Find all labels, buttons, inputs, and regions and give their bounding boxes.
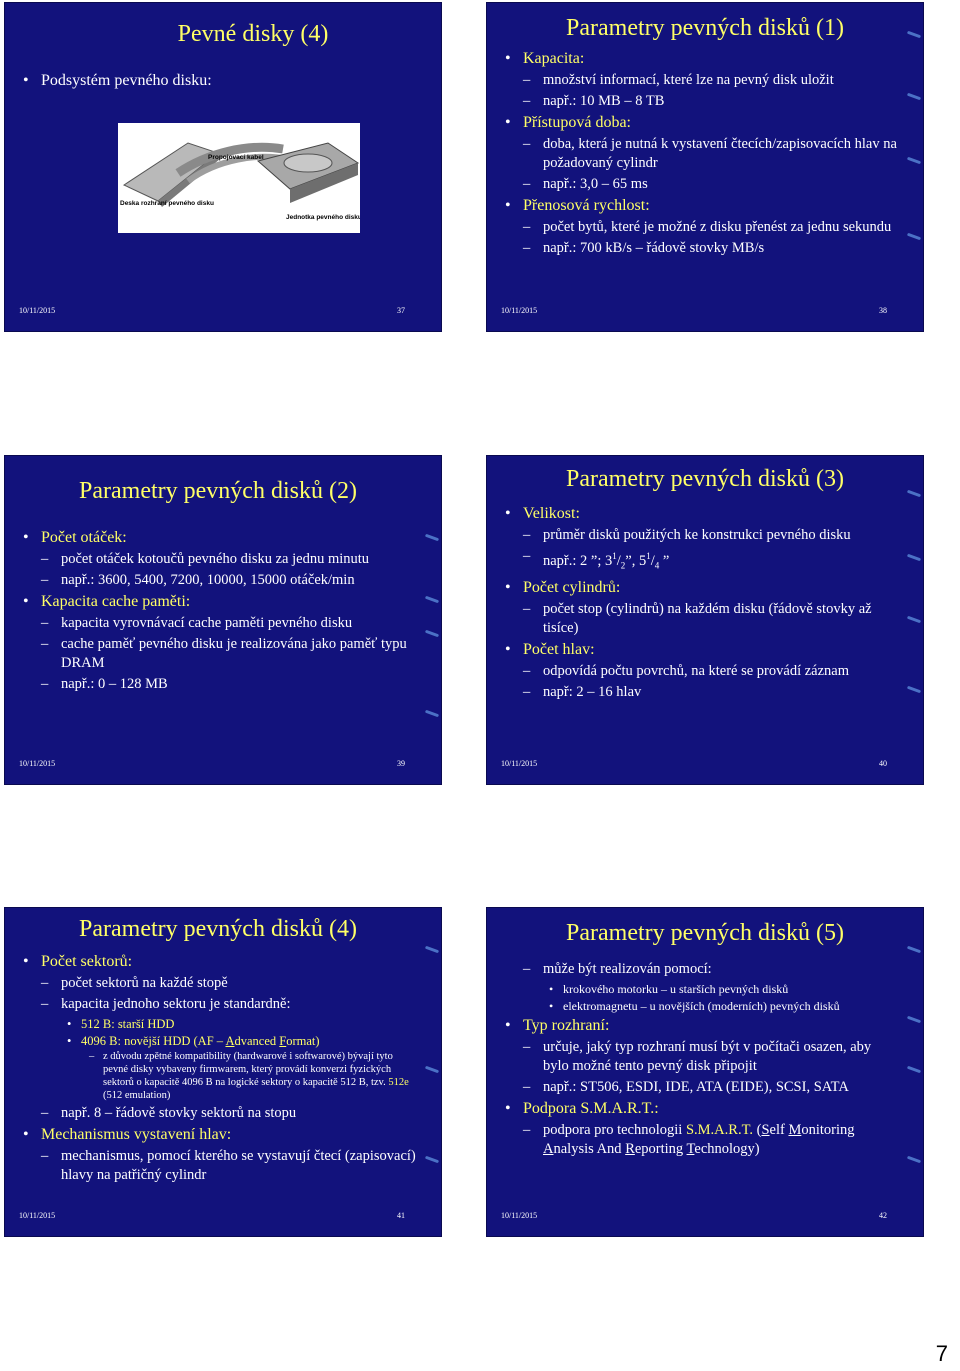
decoration <box>907 686 921 694</box>
sub-bullet: – počet stop (cylindrů) na každém disku (řádově stovky až tisíce) <box>523 600 872 636</box>
slide-date: 10/11/2015 <box>501 1211 538 1220</box>
sub-sub-bullet: • 512 B: starší HDD <box>67 1017 175 1031</box>
bullet: • Přenosová rychlost: <box>505 197 650 214</box>
bullet: • Počet hlav: <box>505 640 595 658</box>
sub-bullet: – počet sektorů na každé stopě <box>41 975 228 991</box>
sub-bullet: – např.: 3,0 – 65 ms <box>523 176 648 192</box>
sub-sub-bullet: • elektromagnetu – u novějších (moderních) pevných disků <box>549 999 840 1013</box>
sub-bullet: – např.: 10 MB – 8 TB <box>523 93 665 109</box>
bullet: • Mechanismus vystavení hlav: <box>23 1126 232 1143</box>
sub-bullet: – může být realizován pomocí: <box>523 961 712 977</box>
decoration <box>425 1066 439 1074</box>
bullet: • Kapacita cache paměti: <box>23 593 191 610</box>
slide-date: 10/11/2015 <box>501 759 538 768</box>
slide-38 <box>487 3 923 331</box>
decoration <box>907 1016 921 1024</box>
decoration <box>425 710 439 718</box>
decoration <box>907 616 921 624</box>
sub-bullet: – kapacita jednoho sektoru je standardně: <box>41 996 291 1012</box>
bullet: • Počet sektorů: <box>23 953 133 970</box>
hard-disk-illustration <box>118 123 360 233</box>
slide-title: Parametry pevných disků (2) <box>79 478 357 504</box>
decoration <box>425 596 439 604</box>
sub-sub-bullet: • krokového motorku – u starších pevných disků <box>549 982 789 996</box>
decoration <box>425 534 439 542</box>
slide-40 <box>487 456 923 784</box>
slide-title: Parametry pevných disků (5) <box>566 920 844 946</box>
decoration <box>425 630 439 638</box>
sub-bullet: – např.: 700 kB/s – řádově stovky MB/s <box>523 240 765 256</box>
decoration <box>907 554 921 562</box>
sub-bullet: – např. 8 – řádově stovky sektorů na stopu <box>41 1105 297 1121</box>
slide-number: 37 <box>397 306 405 315</box>
sub-bullet: – mechanismus, pomocí kterého se vystavují čtecí (zapisovací) hlavy na patřičný cylindr <box>41 1148 416 1183</box>
decoration <box>907 1156 921 1164</box>
sub-bullet: – průměr disků použitých ke konstrukci pevného disku <box>523 527 851 543</box>
sub-bullet: – např: 2 – 16 hlav <box>523 683 642 700</box>
svg-text:Propojovací kabel: Propojovací kabel <box>208 154 264 161</box>
slide-title: Parametry pevných disků (3) <box>566 466 844 492</box>
slide-number: 42 <box>879 1211 887 1220</box>
slide-39 <box>5 456 441 784</box>
sub-bullet: – např.: 0 – 128 MB <box>41 676 168 692</box>
sub-bullet: – množství informací, které lze na pevný disk uložit <box>523 72 834 88</box>
decoration <box>907 93 921 101</box>
slide-date: 10/11/2015 <box>501 306 538 315</box>
slide-42 <box>487 908 923 1236</box>
slide-title: Pevné disky (4) <box>177 21 329 47</box>
sub-bullet: – např.: 2 ”; $3^1/_2$”, $5^1/_4$ ” <box>523 548 670 571</box>
slide-date: 10/11/2015 <box>19 759 56 768</box>
sub-bullet: – kapacita vyrovnávací cache paměti pevného disku <box>41 615 353 631</box>
sub-bullet: – počet otáček kotoučů pevného disku za jednu minutu <box>41 551 370 567</box>
slide-title: Parametry pevných disků (1) <box>566 15 844 41</box>
page-number: 7 <box>935 1341 948 1366</box>
sub-bullet: – podpora pro technologii S.M.A.R.T. (Self Monitoring Analysis And Reporting Technology) <box>523 1122 855 1157</box>
svg-text:Jednotka pevného disku: Jednotka pevného disku <box>286 214 360 221</box>
slide-number: 38 <box>879 306 887 315</box>
bullet: • Počet otáček: <box>23 529 127 546</box>
bullet: • Typ rozhraní: <box>505 1017 610 1034</box>
slide-title: Parametry pevných disků (4) <box>79 916 357 942</box>
bullet: • Velikost: <box>505 505 580 522</box>
bullet-dot-icon: • <box>23 72 29 89</box>
decoration <box>907 233 921 241</box>
slide-41 <box>5 908 441 1236</box>
sub-bullet: – cache paměť pevného disku je realizována jako paměť typu DRAM <box>41 636 407 671</box>
slide-date: 10/11/2015 <box>19 1211 56 1220</box>
decoration <box>425 946 439 954</box>
sub-sub-bullet: • 4096 B: novější HDD (AF – Advanced Format) <box>67 1034 320 1048</box>
svg-text:Deska rozhraní pevného disku: Deska rozhraní pevného disku <box>120 200 214 207</box>
decoration <box>907 1066 921 1074</box>
bullet: • Počet cylindrů: <box>505 578 621 596</box>
sub-bullet: – doba, která je nutná k vystavení čtecích/zapisovacích hlav na požadovaný cylindr <box>523 136 897 171</box>
slide-number: 39 <box>397 759 405 768</box>
slide-37 <box>5 3 441 331</box>
bullet: • Podsystém pevného disku: <box>23 72 212 89</box>
bullet: • Kapacita: <box>505 50 585 67</box>
bullet: • Podpora S.M.A.R.T.: <box>505 1100 659 1117</box>
slide-date: 10/11/2015 <box>19 306 56 315</box>
bullet: • Přístupová doba: <box>505 114 631 131</box>
sub-bullet: – počet bytů, které je možné z disku přenést za jednu sekundu <box>523 219 892 235</box>
sub-bullet: – např.: ST506, ESDI, IDE, ATA (EIDE), SCSI, SATA <box>523 1079 849 1095</box>
slide-number: 40 <box>879 759 887 768</box>
sub-bullet: – určuje, jaký typ rozhraní musí být v počítači osazen, aby bylo možné tento pevný disk připojit <box>523 1039 872 1074</box>
slide-number: 41 <box>397 1211 405 1220</box>
decoration <box>425 1156 439 1164</box>
hard-disk-photo <box>118 123 360 233</box>
detail-bullet: – z důvodu zpětné kompatibility (hardwarové i softwarové) bývají tyto pevné disky vybaveny firmwarem, který provádí konverzi fyzických sektorů o kapacitě 4096 B na logické sektory o kapacitě 512 B, tzv. 512e (512 emulation) <box>89 1051 409 1101</box>
sub-bullet: – např.: 3600, 5400, 7200, 10000, 15000 otáček/min <box>41 572 355 588</box>
sub-bullet: – odpovídá počtu povrchů, na které se provádí záznam <box>523 662 850 679</box>
decoration <box>907 157 921 165</box>
